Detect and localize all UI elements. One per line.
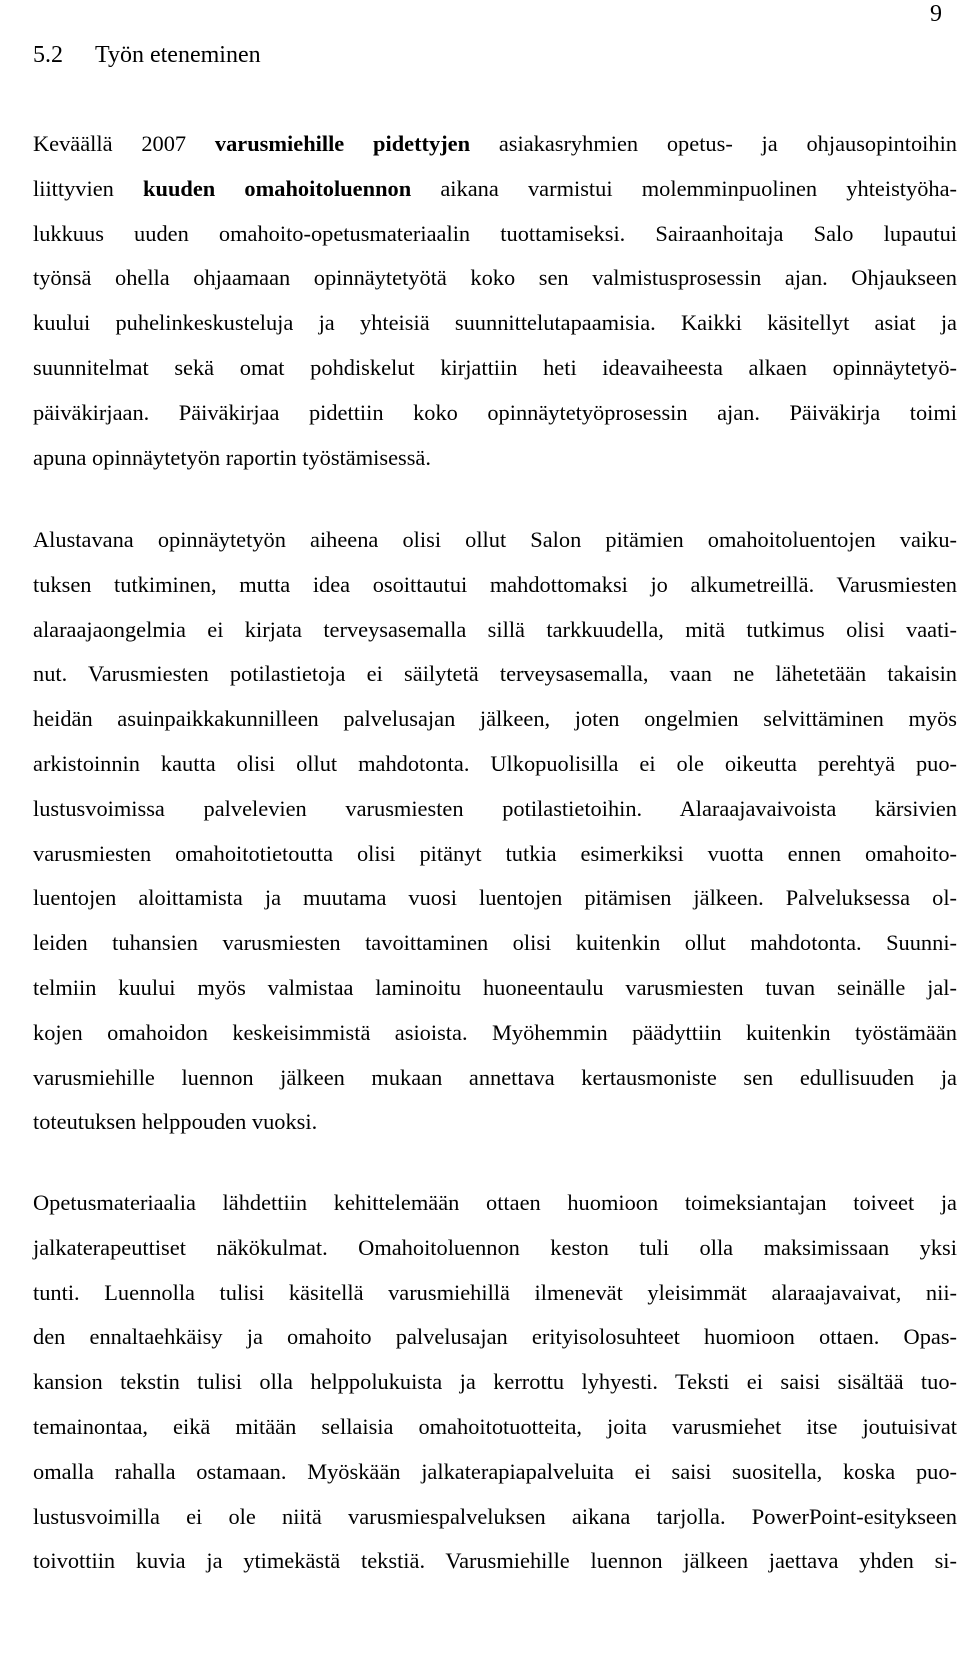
text-line: temainontaa, eikä mitään sellaisia omahoitotuotteita, joita varusmiehet itse joutuisivat bbox=[33, 1413, 957, 1439]
text-line: luentojen aloittamista ja muutama vuosi luentojen pitämisen jälkeen. Palveluksessa ol- bbox=[33, 885, 957, 911]
text-line: omalla rahalla ostamaan. Myöskään jalkaterapiapalveluita ei saisi suositella, koska puo- bbox=[33, 1458, 957, 1484]
text-line: Keväällä 2007 varusmiehille pidettyjen asiakasryhmien opetus- ja ohjausopintoihin bbox=[33, 131, 957, 156]
text-line: den ennaltaehkäisy ja omahoito palvelusajan erityisolosuhteet huomioon ottaen. Opas- bbox=[33, 1324, 957, 1350]
text-line: liittyvien kuuden omahoitoluennon aikana varmistui molemminpuolinen yhteistyöha- bbox=[33, 175, 957, 201]
text-line: alaraajaongelmia ei kirjata terveysasemalla sillä tarkkuudella, mitä tutkimus olisi vaati- bbox=[33, 616, 957, 642]
text-line: telmiin kuului myös valmistaa laminoitu huoneentaulu varusmiesten tuvan seinälle jal- bbox=[33, 974, 957, 1000]
text-line: Alustavana opinnäytetyön aiheena olisi ollut Salon pitämien omahoitoluentojen vaiku- bbox=[33, 527, 957, 552]
text-line: tuksen tutkiminen, mutta idea osoittautui mahdottomaksi jo alkumetreillä. Varusmiesten bbox=[33, 571, 957, 597]
text-line: jalkaterapeuttiset näkökulmat. Omahoitoluennon keston tuli olla maksimissaan yksi bbox=[33, 1234, 957, 1260]
text-line: apuna opinnäytetyön raportin työstämisessä. bbox=[33, 444, 431, 470]
page-number: 9 bbox=[930, 1, 942, 27]
paragraph-1 bbox=[33, 122, 957, 480]
text-line: lustusvoimilla ei ole niitä varusmiespalveluksen aikana tarjolla. PowerPoint-esitykseen bbox=[33, 1503, 957, 1529]
text-line: varusmiehille luennon jälkeen mukaan annettava kertausmoniste sen edullisuuden ja bbox=[33, 1064, 957, 1090]
text-line: tunti. Luennolla tulisi käsitellä varusmiehillä ilmenevät yleisimmät alaraajavaivat, nii- bbox=[33, 1279, 957, 1305]
paragraph-2 bbox=[33, 518, 957, 1145]
text-line: varusmiesten omahoitotietoutta olisi pitänyt tutkia esimerkiksi vuotta ennen omahoito- bbox=[33, 840, 957, 866]
bold-phrase: varusmiehille pidettyjen bbox=[214, 131, 471, 156]
text-line: heidän asuinpaikkakunnilleen palvelusajan jälkeen, joten ongelmien selvittäminen myös bbox=[33, 706, 957, 732]
text-line: kojen omahoidon keskeisimmistä asioista. Myöhemmin päädyttiin kuitenkin työstämään bbox=[33, 1019, 957, 1045]
paragraph-3 bbox=[33, 1181, 957, 1584]
text-line: toteutuksen helppouden vuoksi. bbox=[33, 1109, 318, 1135]
text-line: kuului puhelinkeskusteluja ja yhteisiä suunnittelutapaamisia. Kaikki käsitellyt asiat ja bbox=[33, 310, 957, 336]
section-title: Työn eteneminen bbox=[95, 42, 261, 68]
text-line: arkistoinnin kautta olisi ollut mahdotonta. Ulkopuolisilla ei ole oikeutta perehtyä puo- bbox=[33, 750, 957, 776]
text-line: päiväkirjaan. Päiväkirjaa pidettiin koko opinnäytetyöprosessin ajan. Päiväkirja toimi bbox=[33, 399, 957, 425]
text-line: lukkuus uuden omahoito-opetusmateriaalin tuottamiseksi. Sairaanhoitaja Salo lupautui bbox=[33, 220, 957, 246]
text-line: lustusvoimissa palvelevien varusmiesten potilastietoihin. Alaraajavaivoista kärsivien bbox=[33, 795, 957, 821]
text-line: kansion tekstin tulisi olla helppolukuista ja kerrottu lyhyesti. Teksti ei saisi sisältää tuo- bbox=[33, 1369, 957, 1395]
bold-phrase: kuuden omahoitoluennon bbox=[143, 175, 412, 201]
text-line: nut. Varusmiesten potilastietoja ei säilytetä terveysasemalla, vaan ne lähetetään takaisin bbox=[33, 661, 957, 687]
text-line: leiden tuhansien varusmiesten tavoittaminen olisi kuitenkin ollut mahdotonta. Suunni- bbox=[33, 930, 957, 956]
text-line: työnsä ohella ohjaamaan opinnäytetyötä koko sen valmistusprosessin ajan. Ohjaukseen bbox=[33, 265, 957, 291]
section-number: 5.2 bbox=[33, 42, 63, 68]
text-line: suunnitelmat sekä omat pohdiskelut kirjattiin heti ideavaiheesta alkaen opinnäytetyö- bbox=[33, 354, 957, 380]
section-heading bbox=[33, 40, 261, 70]
text-line: Opetusmateriaalia lähdettiin kehittelemään ottaen huomioon toimeksiantajan toiveet ja bbox=[33, 1190, 957, 1215]
text-line: toivottiin kuvia ja ytimekästä tekstiä. Varusmiehille luennon jälkeen jaettava yhden si- bbox=[33, 1548, 957, 1574]
